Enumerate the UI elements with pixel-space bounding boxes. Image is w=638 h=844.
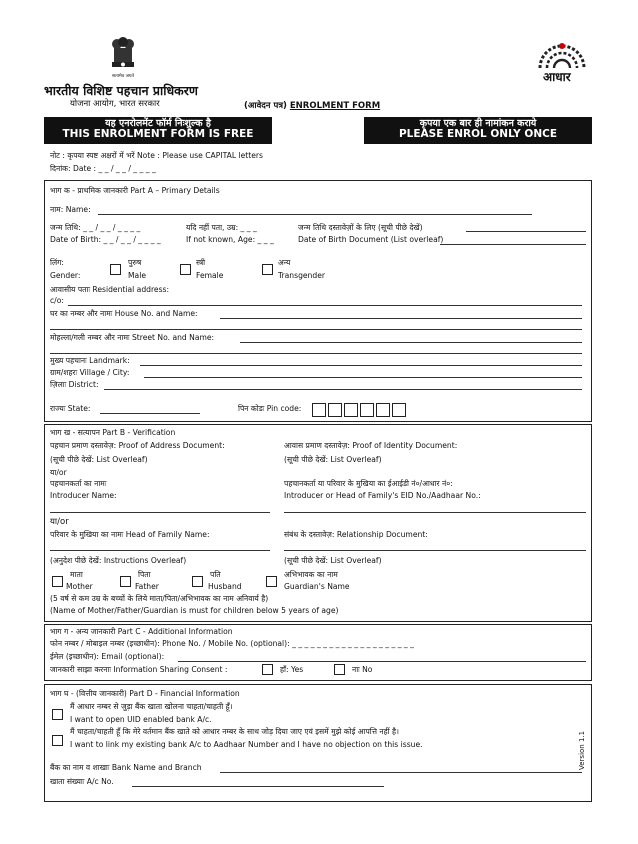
relation-guardian-label: Guardian's Name	[284, 582, 350, 591]
free-form-banner-english: THIS ENROLMENT FORM IS FREE	[62, 128, 254, 141]
gender-label-english: Gender:	[50, 271, 81, 280]
gender-male-hindi: पुरुष	[128, 258, 142, 267]
care-of-label: c/o:	[50, 296, 64, 305]
pin-digit-4[interactable]	[360, 403, 374, 417]
district-label: ज़िलाः District:	[50, 380, 99, 389]
gender-male-checkbox[interactable]	[110, 264, 121, 275]
consent-no-label: नाः No	[352, 665, 373, 674]
gender-transgender-checkbox[interactable]	[262, 264, 273, 275]
open-account-hindi: मैं आधार नम्बर से जुड़ा बैंक खाता खोलना चाहता/चाहती हूँ।	[70, 702, 233, 711]
open-account-label: I want to open UID enabled bank A/c.	[70, 715, 212, 724]
link-account-hindi: मैं चाहता/चाहती हूँ कि मेरे वर्तमान बैंक खाते को आधार नम्बर के साथ जोड़ दिया जाए एवं इसमें मुझे कोई आपत्ति नहीं है।	[70, 727, 399, 736]
poi-list-note: (सूची पीछे देखें: List Overleaf)	[284, 455, 382, 464]
consent-label: जानकारी साझा करनाः Information Sharing Consent :	[50, 665, 228, 674]
version-label: Version 1.1	[578, 730, 586, 770]
pin-digit-1[interactable]	[312, 403, 326, 417]
consent-yes-checkbox[interactable]	[262, 664, 273, 675]
capital-letters-note: नोट : कृपया स्पष्ट अक्षरों में भरें Note : Please use CAPITAL letters	[50, 151, 263, 160]
email-label: ईमेल (इच्छाधीन): Email (optional):	[50, 652, 165, 661]
gender-female-checkbox[interactable]	[180, 264, 191, 275]
enrol-once-banner-english: PLEASE ENROL ONLY ONCE	[398, 128, 557, 141]
name-label: नाम: Name:	[50, 205, 91, 214]
pin-digit-2[interactable]	[328, 403, 342, 417]
state-input[interactable]	[100, 413, 200, 414]
org-name-hindi: भारतीय विशिष्ट पहचान प्राधिकरण	[44, 83, 198, 98]
gender-transgender-label: Transgender	[278, 271, 325, 280]
proof-of-address-label: पहचान प्रमाण दस्तावेज़: Proof of Address Document:	[50, 441, 225, 450]
enrol-once-banner-hindi: कृपया एक बार ही नामांकन कराये	[419, 118, 537, 129]
pin-digit-3[interactable]	[344, 403, 358, 417]
enrol-once-banner	[364, 117, 592, 144]
street-input-line-2[interactable]	[50, 353, 582, 354]
aadhaar-logo-text: आधार	[543, 70, 571, 84]
age-label-hindi[interactable]: यदि नहीं पता, उम्र: _ _ _	[186, 223, 257, 232]
child-note-hindi: (5 वर्ष से कम उम्र के बच्चों के लिये माता/पिता/अभिभावक का नाम अनिवार्य है)	[50, 594, 269, 603]
account-number-input[interactable]	[132, 786, 384, 787]
dob-document-input-2[interactable]	[440, 244, 586, 245]
name-input[interactable]	[98, 214, 532, 215]
relationship-document-input[interactable]	[284, 550, 586, 551]
street-label: मोहल्ला/गली नम्बर और नामः Street No. and Name:	[50, 333, 215, 342]
instructions-note: (अनुदेश पीछे देखें: Instructions Overleaf)	[50, 556, 187, 565]
introducer-label-hindi: पहचानकर्ता का नामः	[50, 479, 107, 488]
relationship-list-note: (सूची पीछे देखें: List Overleaf)	[284, 556, 382, 565]
house-input[interactable]	[220, 318, 582, 319]
open-account-checkbox[interactable]	[52, 709, 63, 720]
part-c-heading: भाग ग - अन्य जानकारी Part C - Additional Information	[50, 627, 233, 636]
hof-eid-label-hindi: पहचानकर्ता या परिवार के मुखिया का ईआईडी नं०/आधार नं०:	[284, 479, 453, 488]
relation-husband-hindi: पति	[210, 570, 221, 579]
free-form-banner	[44, 117, 272, 144]
account-number-label: खाता संख्याः A/c No.	[50, 777, 114, 786]
part-d-heading: भाग घ - (वित्तीय जानकारी) Part D - Financial Information	[50, 689, 240, 698]
dob-document-label-english: Date of Birth Document (List overleaf)	[298, 235, 444, 244]
bank-name-label: बैंक का नाम व शाखाः Bank Name and Branch	[50, 763, 202, 772]
landmark-input[interactable]	[140, 365, 582, 366]
part-b-section	[44, 424, 592, 622]
relation-mother-label: Mother	[66, 582, 93, 591]
residential-address-label: आवासीय पताः Residential address:	[50, 285, 170, 294]
child-note-english: (Name of Mother/Father/Guardian is must for children below 5 years of age)	[50, 606, 339, 615]
district-input[interactable]	[104, 389, 582, 390]
pin-code-label: पिन कोडः Pin code:	[238, 404, 302, 413]
relation-father-label: Father	[135, 582, 159, 591]
link-account-label: I want to link my existing bank A/c to Aadhaar Number and I have no objection on this issue.	[70, 740, 423, 749]
care-of-input[interactable]	[68, 305, 582, 306]
relation-guardian-hindi: अभिभावक का नाम	[284, 570, 338, 579]
relation-guardian-checkbox[interactable]	[266, 576, 277, 587]
gender-male-label: Male	[128, 271, 146, 280]
relation-husband-label: Husband	[208, 582, 242, 591]
village-input[interactable]	[144, 377, 582, 378]
consent-yes-label: हाँ: Yes	[280, 665, 304, 674]
hof-eid-label-english: Introducer or Head of Family's EID No./Aadhaar No.:	[284, 491, 481, 500]
landmark-label: मुख्य पहचानः Landmark:	[50, 356, 130, 365]
gender-female-label: Female	[196, 271, 224, 280]
dob-document-input-1[interactable]	[466, 231, 586, 232]
relation-mother-checkbox[interactable]	[52, 576, 63, 587]
part-a-section	[44, 180, 592, 422]
consent-no-checkbox[interactable]	[334, 664, 345, 675]
form-title-hindi: (आवेदन पत्र)	[244, 101, 287, 111]
gender-transgender-hindi: अन्य	[278, 258, 291, 267]
introducer-name-input[interactable]	[50, 512, 270, 513]
part-b-heading: भाग ख - सत्यापन Part B - Verification	[50, 428, 176, 437]
relation-husband-checkbox[interactable]	[192, 576, 203, 587]
hof-name-label: परिवार के मुखिया का नामः Head of Family Name:	[50, 530, 210, 539]
org-subtitle: योजना आयोग, भारत सरकार	[70, 99, 160, 109]
relation-mother-hindi: माता	[70, 570, 83, 579]
age-label-english[interactable]: If not known, Age: _ _ _	[186, 235, 274, 244]
bank-name-input[interactable]	[220, 772, 582, 773]
or-separator-1: या/or	[50, 468, 67, 477]
house-input-line-2[interactable]	[50, 329, 582, 330]
pin-digit-5[interactable]	[376, 403, 390, 417]
gender-female-hindi: स्त्री	[196, 258, 206, 267]
free-form-banner-hindi: यह एनरोलमेंट फॉर्म निःशुल्क है	[105, 118, 211, 129]
phone-field[interactable]: फोन नम्बर / मोबाइल नम्बर (इच्छाधीन): Phone No. / Mobile No. (optional): _ _ _ _ _ _ _ _ _ _ _ _ _ _ _ _ _ _ _ _	[50, 639, 414, 648]
part-a-heading: भाग क - प्राथमिक जानकारी Part A – Primary Details	[50, 186, 220, 195]
street-input[interactable]	[240, 342, 582, 343]
dob-document-label-hindi: जन्म तिथि दस्तावेज़ों के लिए (सूची पीछे देखें)	[298, 223, 423, 232]
date-field[interactable]: दिनांक: Date : _ _ / _ _ / _ _ _ _	[50, 164, 156, 173]
relationship-document-label: संबंध के दस्तावेज़: Relationship Document:	[284, 530, 428, 539]
hof-name-input[interactable]	[50, 550, 270, 551]
gender-label-hindi: लिंग:	[50, 258, 64, 267]
village-label: ग्राम/शहरः Village / City:	[50, 368, 130, 377]
relation-father-hindi: पिता	[138, 570, 151, 579]
hof-eid-input[interactable]	[284, 512, 586, 513]
form-title-english: ENROLMENT FORM	[289, 101, 381, 111]
poa-list-note: (सूची पीछे देखें: List Overleaf)	[50, 455, 148, 464]
form-title	[244, 100, 380, 111]
state-label: राज्यः State:	[50, 404, 91, 413]
dob-label-hindi[interactable]: जन्म तिथि: _ _ / _ _ / _ _ _ _	[50, 223, 141, 232]
or-separator-2: या/or	[50, 517, 69, 527]
relation-father-checkbox[interactable]	[120, 576, 131, 587]
email-input[interactable]	[178, 661, 586, 662]
emblem-caption: सत्यमेव जयते	[112, 74, 135, 79]
proof-of-identity-label: आवास प्रमाण दस्तावेज़: Proof of Identity Document:	[284, 441, 458, 450]
link-account-checkbox[interactable]	[52, 735, 63, 746]
introducer-label-english: Introducer Name:	[50, 491, 117, 500]
dob-label-english[interactable]: Date of Birth: _ _ / _ _ / _ _ _ _	[50, 235, 161, 244]
house-label: घर का नम्बर और नामः House No. and Name:	[50, 309, 198, 318]
pin-digit-6[interactable]	[392, 403, 406, 417]
